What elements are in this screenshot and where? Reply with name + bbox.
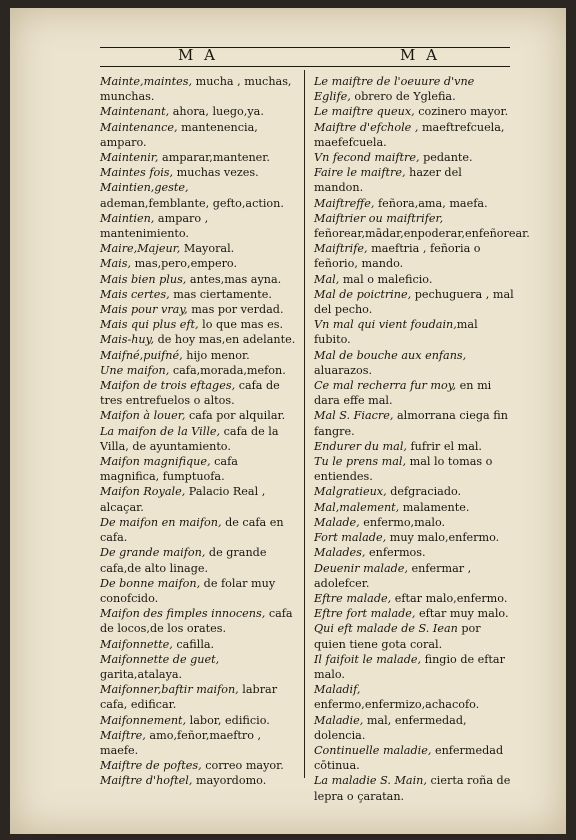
entry-headword: Eftre malade, — [314, 591, 392, 605]
dictionary-entry — [300, 74, 514, 104]
dictionary-entry — [86, 713, 300, 728]
entry-translation: mal lo tomas o entiendes. — [314, 455, 493, 484]
entry-translation: pedante. — [419, 151, 473, 165]
entry-translation: defgraciado. — [386, 485, 462, 499]
dictionary-entry — [86, 454, 300, 484]
entry-headword: Mais certes, — [100, 287, 170, 301]
entry-headword: Continuelle maladie, — [314, 743, 432, 757]
entry-headword: Endurer du mal, — [314, 439, 407, 453]
entry-headword: Mal de poictrine, — [314, 287, 412, 301]
left-column — [100, 74, 300, 789]
entry-headword: De bonne maifon, — [100, 576, 201, 590]
entry-translation: mal o maleficio. — [339, 272, 433, 286]
entry-translation: fufrir el mal. — [406, 439, 482, 453]
entry-headword: Mais pour vray, — [100, 303, 188, 317]
entry-translation: antes,mas ayna. — [186, 272, 282, 286]
entry-headword: Maifonnement, — [100, 713, 187, 727]
dictionary-entry — [300, 454, 514, 484]
dictionary-entry — [86, 317, 300, 332]
dictionary-entry — [86, 74, 300, 104]
entry-headword: Malade, — [314, 515, 360, 529]
entry-headword: Maifon de trois eftages, — [100, 379, 236, 393]
entry-translation: cafa magnifica, fumptuofa. — [100, 455, 238, 484]
dictionary-entry — [300, 500, 514, 515]
entry-headword: Ce mal recherra fur moy, — [314, 379, 457, 393]
entry-headword: Malades, — [314, 546, 366, 560]
entry-headword: Mais bien plus, — [100, 272, 187, 286]
entry-headword: Mal, — [314, 272, 340, 286]
entry-translation: cafilla. — [172, 637, 215, 651]
dictionary-entry — [300, 743, 514, 773]
entry-headword: Malgratieux, — [314, 485, 387, 499]
entry-translation: cafa de locos,de los orates. — [100, 607, 293, 636]
entry-translation: en mi dara effe mal. — [314, 379, 492, 408]
entry-translation: hazer del mandon. — [314, 166, 462, 195]
dictionary-entry — [300, 150, 514, 165]
entry-headword: De maifon en maifon, — [100, 515, 222, 529]
entry-headword: Maintes fois, — [100, 166, 174, 180]
entry-headword: Maladif, — [314, 683, 361, 697]
entry-headword: Mal,malement, — [314, 500, 400, 514]
dictionary-entry — [300, 591, 514, 606]
dictionary-entry — [86, 606, 300, 636]
entry-translation: Palacio Real , alcaçar. — [100, 485, 266, 514]
entry-translation: cafa,morada,mefon. — [169, 363, 286, 377]
entry-headword: Deuenir malade, — [314, 561, 408, 575]
dictionary-entry — [300, 348, 514, 378]
entry-translation: fingio de eftar malo. — [314, 652, 505, 681]
dictionary-entry — [300, 515, 514, 530]
dictionary-entry — [300, 287, 514, 317]
dictionary-entry — [300, 272, 514, 287]
entry-headword: Eftre fort malade, — [314, 607, 416, 621]
dictionary-entry — [86, 773, 300, 788]
dictionary-entry — [86, 363, 300, 378]
header-left: M A — [178, 46, 218, 64]
dictionary-entry — [300, 621, 514, 651]
entry-translation: pechuguera , mal del pecho. — [314, 287, 514, 317]
dictionary-entry — [300, 682, 514, 712]
entry-translation: enfermedad cōtinua. — [314, 743, 504, 773]
dictionary-entry — [86, 408, 300, 423]
dictionary-entry — [86, 424, 300, 454]
dictionary-entry — [86, 728, 300, 758]
dictionary-entry — [86, 545, 300, 575]
dictionary-entry — [300, 408, 514, 438]
entry-translation: garita,atalaya. — [100, 667, 183, 681]
entry-translation: mal fubito. — [314, 318, 478, 347]
entry-translation: amparar,mantener. — [158, 151, 270, 165]
entry-translation: maeftria , feñoria o feñorio, mando. — [314, 242, 481, 271]
entry-translation: por quien tiene gota coral. — [314, 622, 481, 651]
entry-headword: Maintien, — [100, 211, 155, 225]
entry-headword: Vn fecond maiftre, — [314, 151, 420, 165]
dictionary-entry — [300, 196, 514, 211]
dictionary-entry — [300, 165, 514, 195]
entry-translation: hijo menor. — [182, 348, 250, 362]
dictionary-entry — [300, 484, 514, 499]
entry-translation: enfermar , adolefcer. — [314, 561, 472, 590]
entry-headword: Fort malade, — [314, 531, 387, 545]
entry-headword: Maintenance, — [100, 120, 178, 134]
entry-translation: mas ciertamente. — [169, 287, 272, 301]
entry-headword: Maiftreffe, — [314, 196, 375, 210]
entry-headword: Maintenant, — [100, 105, 170, 119]
dictionary-entry — [300, 439, 514, 454]
entry-headword: Maiftrier ou maiftrifer, — [314, 211, 444, 225]
dictionary-entry — [86, 165, 300, 180]
entry-headword: Faire le maiftre, — [314, 166, 406, 180]
entry-translation: eftar muy malo. — [415, 607, 509, 621]
book-page — [10, 8, 566, 834]
entry-headword: Mais, — [100, 257, 132, 271]
entry-headword: La maifon de la Ville, — [100, 424, 221, 438]
entry-headword: Maifonnette de guet, — [100, 652, 220, 666]
dictionary-entry — [300, 104, 514, 119]
dictionary-entry — [300, 241, 514, 271]
entry-translation: muchas vezes. — [173, 166, 259, 180]
dictionary-entry — [86, 302, 300, 317]
entry-headword: Maifonner,baftir maifon, — [100, 683, 239, 697]
entry-headword: Une maifon, — [100, 363, 170, 377]
entry-headword: Tu le prens mal, — [314, 455, 407, 469]
entry-translation: labor, edificio. — [186, 713, 270, 727]
dictionary-entry — [86, 348, 300, 363]
dictionary-entry — [300, 530, 514, 545]
entry-translation: de hoy mas,en adelante. — [154, 333, 296, 347]
entry-headword: Qui eft malade de S. Iean — [314, 622, 458, 636]
entry-headword: Il faifoit le malade, — [314, 652, 422, 666]
entry-translation: eftar malo,enfermo. — [391, 591, 508, 605]
entry-headword: Maifon magnifique, — [100, 455, 211, 469]
entry-translation: correo mayor. — [201, 759, 284, 773]
entry-translation: cierta roña de lepra o çaratan. — [314, 774, 511, 803]
dictionary-entry — [86, 758, 300, 773]
entry-headword: Le maiftre de l'oeuure d'vne Eglife, — [314, 75, 475, 104]
entry-headword: Mais-huy, — [100, 333, 155, 347]
entry-headword: Mainte,maintes, — [100, 75, 193, 88]
dictionary-entry — [300, 317, 514, 347]
entry-translation: Mayoral. — [180, 242, 235, 256]
dictionary-entry — [300, 211, 530, 241]
entry-translation: enfermo,malo. — [359, 515, 446, 529]
dictionary-entry — [86, 241, 300, 256]
entry-headword: Maintenir, — [100, 151, 159, 165]
entry-headword: Mal de bouche aux enfans, — [314, 348, 467, 362]
entry-headword: Maiftre d'hoftel, — [100, 774, 193, 788]
entry-headword: La maladie S. Main, — [314, 774, 427, 788]
dictionary-entry — [86, 150, 300, 165]
entry-translation: amparo , mantenimiento. — [100, 211, 209, 241]
entry-translation: mucha , muchas, munchas. — [100, 75, 292, 104]
entry-translation: obrero de Yglefia. — [350, 90, 456, 104]
entry-translation: cafa de la Villa, de ayuntamiento. — [100, 424, 279, 453]
dictionary-entry — [86, 576, 300, 606]
header-rule-bottom — [100, 66, 510, 67]
entry-translation: ahora, luego,ya. — [169, 105, 264, 119]
entry-headword: Maifné,puifné, — [100, 348, 183, 362]
entry-translation: cafa por alquilar. — [185, 409, 286, 423]
entry-headword: Vn mal qui vient foudain, — [314, 318, 457, 332]
entry-translation: cozinero mayor. — [414, 105, 509, 119]
entry-translation: labrar cafa, edificar. — [100, 683, 278, 712]
entry-headword: Le maiftre queux, — [314, 105, 415, 119]
entry-headword: Mais qui plus eft, — [100, 318, 199, 332]
entry-translation: malamente. — [399, 500, 470, 514]
entry-headword: De grande maifon, — [100, 546, 206, 560]
dictionary-entry — [86, 332, 300, 347]
right-column — [314, 74, 530, 804]
entry-headword: Maire,Majeur, — [100, 242, 181, 256]
dictionary-entry — [86, 287, 300, 302]
entry-translation: de cafa en cafa. — [100, 515, 284, 545]
entry-translation: amo,feñor,maeftro , maefe. — [100, 728, 262, 757]
dictionary-entry — [86, 652, 300, 682]
entry-translation: aluarazos. — [314, 363, 373, 377]
entry-headword: Maintien,geste, — [100, 181, 189, 195]
entry-headword: Maiftre de poftes, — [100, 759, 202, 773]
dictionary-entry — [300, 606, 514, 621]
entry-translation: mal, enfermedad, dolencia. — [314, 713, 467, 742]
entry-headword: Maladie, — [314, 713, 364, 727]
dictionary-entry — [86, 104, 300, 119]
dictionary-entry — [86, 484, 300, 514]
entry-translation: enfermos. — [365, 546, 426, 560]
dictionary-entry — [86, 682, 300, 712]
entry-translation: mas,pero,empero. — [131, 257, 238, 271]
dictionary-entry — [300, 713, 514, 743]
dictionary-entry — [300, 545, 514, 560]
entry-translation: mantenencia, amparo. — [100, 120, 258, 149]
entry-headword: Maiftre, — [100, 728, 146, 742]
dictionary-entry — [300, 652, 514, 682]
entry-translation: de grande cafa,de alto linage. — [100, 546, 267, 575]
entry-translation: mas por verdad. — [187, 303, 284, 317]
entry-translation: mayordomo. — [192, 774, 267, 788]
entry-translation: lo que mas es. — [198, 318, 284, 332]
entry-headword: Maifon à louer, — [100, 409, 186, 423]
dictionary-entry — [300, 773, 514, 803]
running-header — [100, 42, 510, 66]
entry-headword: Maifonnette, — [100, 637, 173, 651]
dictionary-entry — [300, 378, 514, 408]
entry-translation: maeftrefcuela, maefefcuela. — [314, 120, 505, 149]
entry-translation: enfermo,enfermizo,achacofo. — [314, 698, 480, 712]
entry-translation: muy malo,enfermo. — [386, 531, 500, 545]
entry-translation: ademan,femblante, gefto,action. — [100, 196, 284, 210]
entry-headword: Mal S. Fiacre, — [314, 409, 394, 423]
dictionary-entry — [86, 378, 300, 408]
dictionary-entry — [300, 561, 514, 591]
entry-headword: Maifon des fimples innocens, — [100, 607, 266, 621]
dictionary-entry — [86, 637, 300, 652]
dictionary-entry — [86, 180, 300, 210]
dictionary-entry — [86, 120, 300, 150]
dictionary-entry — [300, 120, 514, 150]
dictionary-entry — [86, 211, 300, 241]
entry-translation: cafa de tres entrefuelos o altos. — [100, 379, 280, 408]
entry-headword: Maifon Royale, — [100, 485, 186, 499]
entry-translation: almorrana ciega fin fangre. — [314, 409, 508, 438]
dictionary-entry — [86, 256, 300, 271]
entry-headword: Maiftre d'efchole , — [314, 120, 419, 134]
dictionary-entry — [86, 272, 300, 287]
header-right: M A — [400, 46, 440, 64]
entry-headword: Maiftrife, — [314, 242, 368, 256]
entry-translation: de folar muy conofcido. — [100, 576, 276, 605]
dictionary-entry — [86, 515, 300, 545]
entry-translation: feñorear,mādar,enpoderar,enfeñorear. — [314, 227, 530, 241]
entry-translation: feñora,ama, maefa. — [374, 196, 488, 210]
